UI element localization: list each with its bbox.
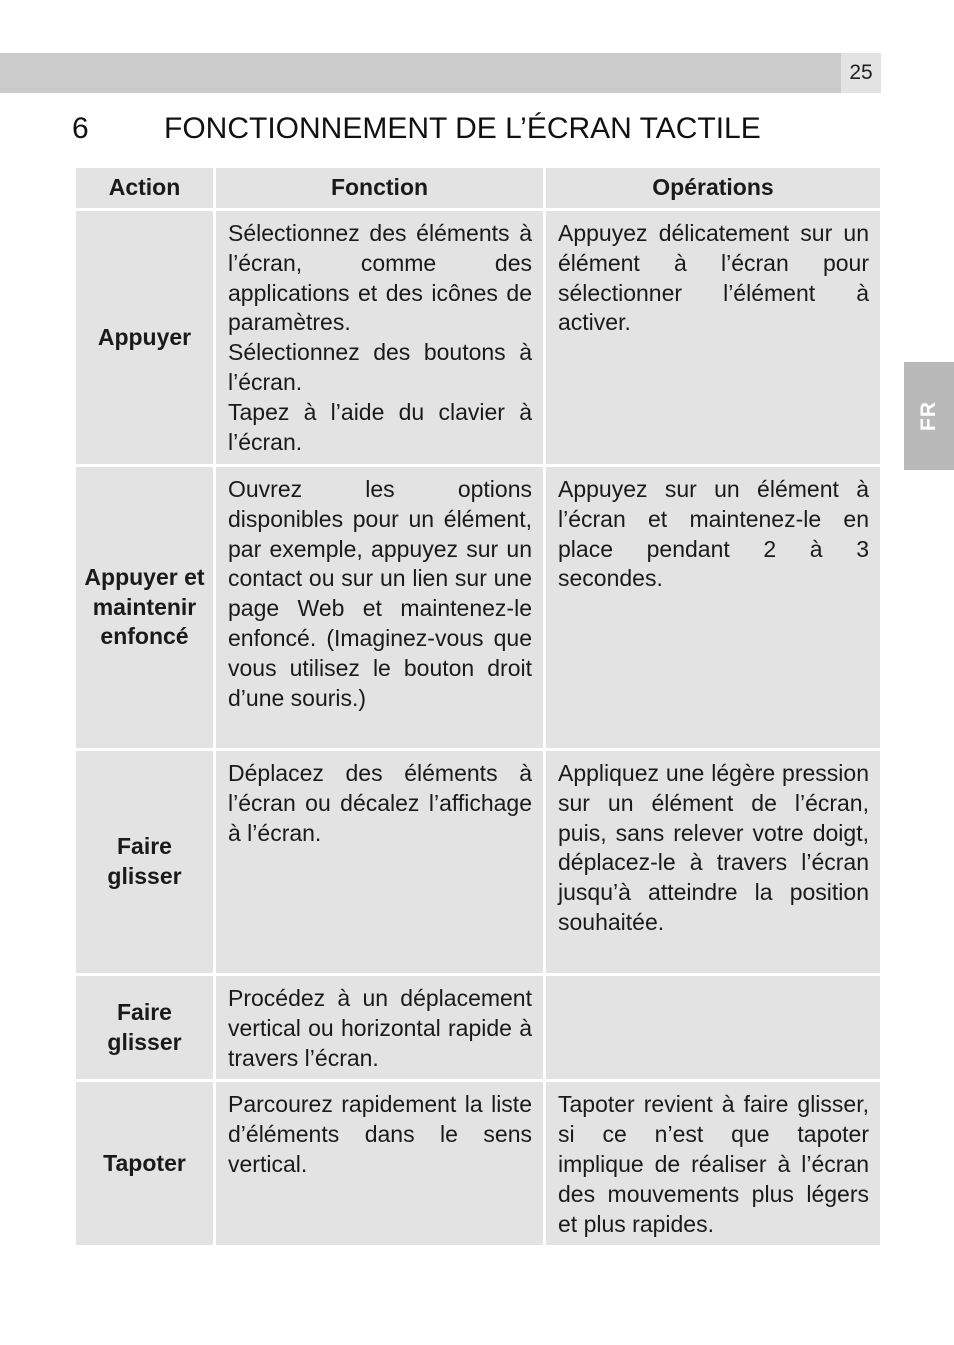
action-cell: Appuyer et maintenir enfoncé [76, 467, 213, 748]
action-cell: Tapoter [76, 1082, 213, 1245]
language-tab-label: FR [917, 401, 940, 431]
table-row [76, 467, 880, 748]
column-header-operations: Opérations [546, 168, 880, 208]
fonction-cell: Procédez à un déplacement vertical ou horizontal rapide à travers l’écran. [216, 976, 543, 1079]
operations-cell: Appliquez une légère pression sur un élément de l’écran, puis, sans relever votre doigt, déplacez-le à travers l’écran jusqu’à atteindre la position souhaitée. [546, 751, 880, 973]
action-cell: Appuyer [76, 211, 213, 464]
fonction-line: Tapez à l’aide du clavier à l’écran. [228, 398, 532, 455]
page-number: 25 [841, 53, 881, 93]
fonction-line: Sélectionnez des éléments à l’écran, comme des applications et des icônes de paramètres. [228, 220, 532, 336]
operations-cell [546, 976, 880, 1079]
action-cell: Faire glisser [76, 976, 213, 1079]
operations-cell: Tapoter revient à faire glisser, si ce n’est que tapoter implique de réaliser à l’écran des mouvements plus légers et plus rapides. [546, 1082, 880, 1245]
fonction-cell: Ouvrez les options disponibles pour un élément, par exemple, appuyez sur un contact ou sur un lien sur une page Web et maintenez-le enfoncé. (Imaginez-vous que vous utilisez le bouton droit d’une souris.) [216, 467, 543, 748]
fonction-line: Sélectionnez des boutons à l’écran. [228, 339, 532, 395]
column-header-action: Action [76, 168, 213, 208]
header-band [0, 53, 841, 93]
table-header-row [76, 168, 880, 208]
column-header-fonction: Fonction [216, 168, 543, 208]
section-heading [72, 112, 761, 152]
fonction-cell: Parcourez rapidement la liste d’éléments dans le sens vertical. [216, 1082, 543, 1245]
fonction-cell [216, 211, 543, 464]
section-title: FONCTIONNEMENT DE L’ÉCRAN TACTILE [164, 112, 761, 145]
operations-cell: Appuyez sur un élément à l’écran et maintenez-le en place pendant 2 à 3 secondes. [546, 467, 880, 748]
table-row [76, 976, 880, 1079]
action-cell: Faire glisser [76, 751, 213, 973]
touch-operations-table [73, 165, 883, 1248]
table-row [76, 1082, 880, 1245]
operations-cell: Appuyez délicatement sur un élément à l’écran pour sélectionner l’élément à activer. [546, 211, 880, 464]
section-number: 6 [72, 112, 89, 145]
table-row [76, 751, 880, 973]
language-tab [904, 362, 954, 470]
fonction-cell: Déplacez des éléments à l’écran ou décalez l’affichage à l’écran. [216, 751, 543, 973]
table-row [76, 211, 880, 464]
